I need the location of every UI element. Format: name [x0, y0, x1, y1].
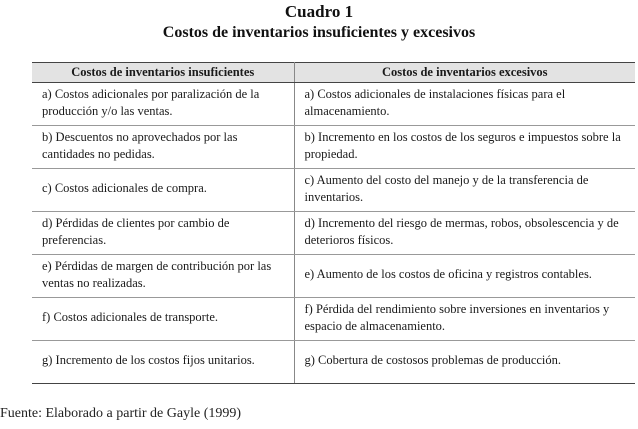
- cell-excesivos: [294, 169, 635, 212]
- table-row: [32, 255, 635, 298]
- cell-text: f) Pérdida del rendimiento sobre inversiones en inventarios y espacio de almacenamiento.: [304, 301, 610, 333]
- cell-text: d) Pérdidas de clientes por cambio de preferencias.: [42, 215, 230, 247]
- cell-excesivos: [294, 255, 635, 298]
- cell-text: b) Descuentos no aprovechados por las cantidades no pedidas.: [42, 129, 238, 161]
- table-row: [32, 212, 635, 255]
- cell-excesivos: [294, 212, 635, 255]
- cell-insuficientes: [32, 169, 294, 212]
- cell-text: g) Incremento de los costos fijos unitarios.: [42, 353, 255, 368]
- source-note: Fuente: Elaborado a partir de Gayle (1999): [0, 406, 242, 421]
- column-header-insuficientes: Costos de inventarios insuficientes: [32, 63, 294, 83]
- cell-excesivos: [294, 341, 635, 384]
- cell-text: f) Costos adicionales de transporte.: [42, 310, 218, 325]
- table-header-row: [32, 63, 635, 83]
- column-header-excesivos: Costos de inventarios excesivos: [294, 63, 635, 83]
- cell-text: d) Incremento del riesgo de mermas, robos, obsolescencia y de deterioros físicos.: [304, 215, 619, 247]
- table-number-title: Cuadro 1: [284, 2, 354, 21]
- cell-excesivos: [294, 83, 635, 126]
- cell-insuficientes: [32, 255, 294, 298]
- cell-text: a) Costos adicionales de instalaciones físicas para el almacenamiento.: [304, 86, 566, 118]
- table-row: [32, 126, 635, 169]
- cell-text: g) Cobertura de costosos problemas de producción.: [304, 353, 562, 368]
- cell-text: a) Costos adicionales por paralización de la producción y/o las ventas.: [42, 86, 260, 118]
- cell-text: e) Pérdidas de margen de contribución por las ventas no realizadas.: [42, 258, 272, 290]
- cell-insuficientes: [32, 212, 294, 255]
- cell-text: c) Aumento del costo del manejo y de la transferencia de inventarios.: [304, 172, 589, 204]
- cell-insuficientes: [32, 341, 294, 384]
- cell-insuficientes: [32, 126, 294, 169]
- cell-text: c) Costos adicionales de compra.: [42, 181, 207, 196]
- cell-text: e) Aumento de los costos de oficina y registros contables.: [304, 267, 592, 282]
- cell-text: b) Incremento en los costos de los seguros e impuestos sobre la propiedad.: [304, 129, 621, 161]
- table-row: [32, 169, 635, 212]
- cell-insuficientes: [32, 83, 294, 126]
- table-subtitle: Costos de inventarios insuficientes y excesivos: [162, 24, 476, 41]
- table-row: [32, 298, 635, 341]
- table-row: [32, 341, 635, 384]
- cell-insuficientes: [32, 298, 294, 341]
- cell-excesivos: [294, 126, 635, 169]
- table-caption: [0, 2, 638, 43]
- table-row: [32, 83, 635, 126]
- costs-table: [32, 62, 635, 384]
- cell-excesivos: [294, 298, 635, 341]
